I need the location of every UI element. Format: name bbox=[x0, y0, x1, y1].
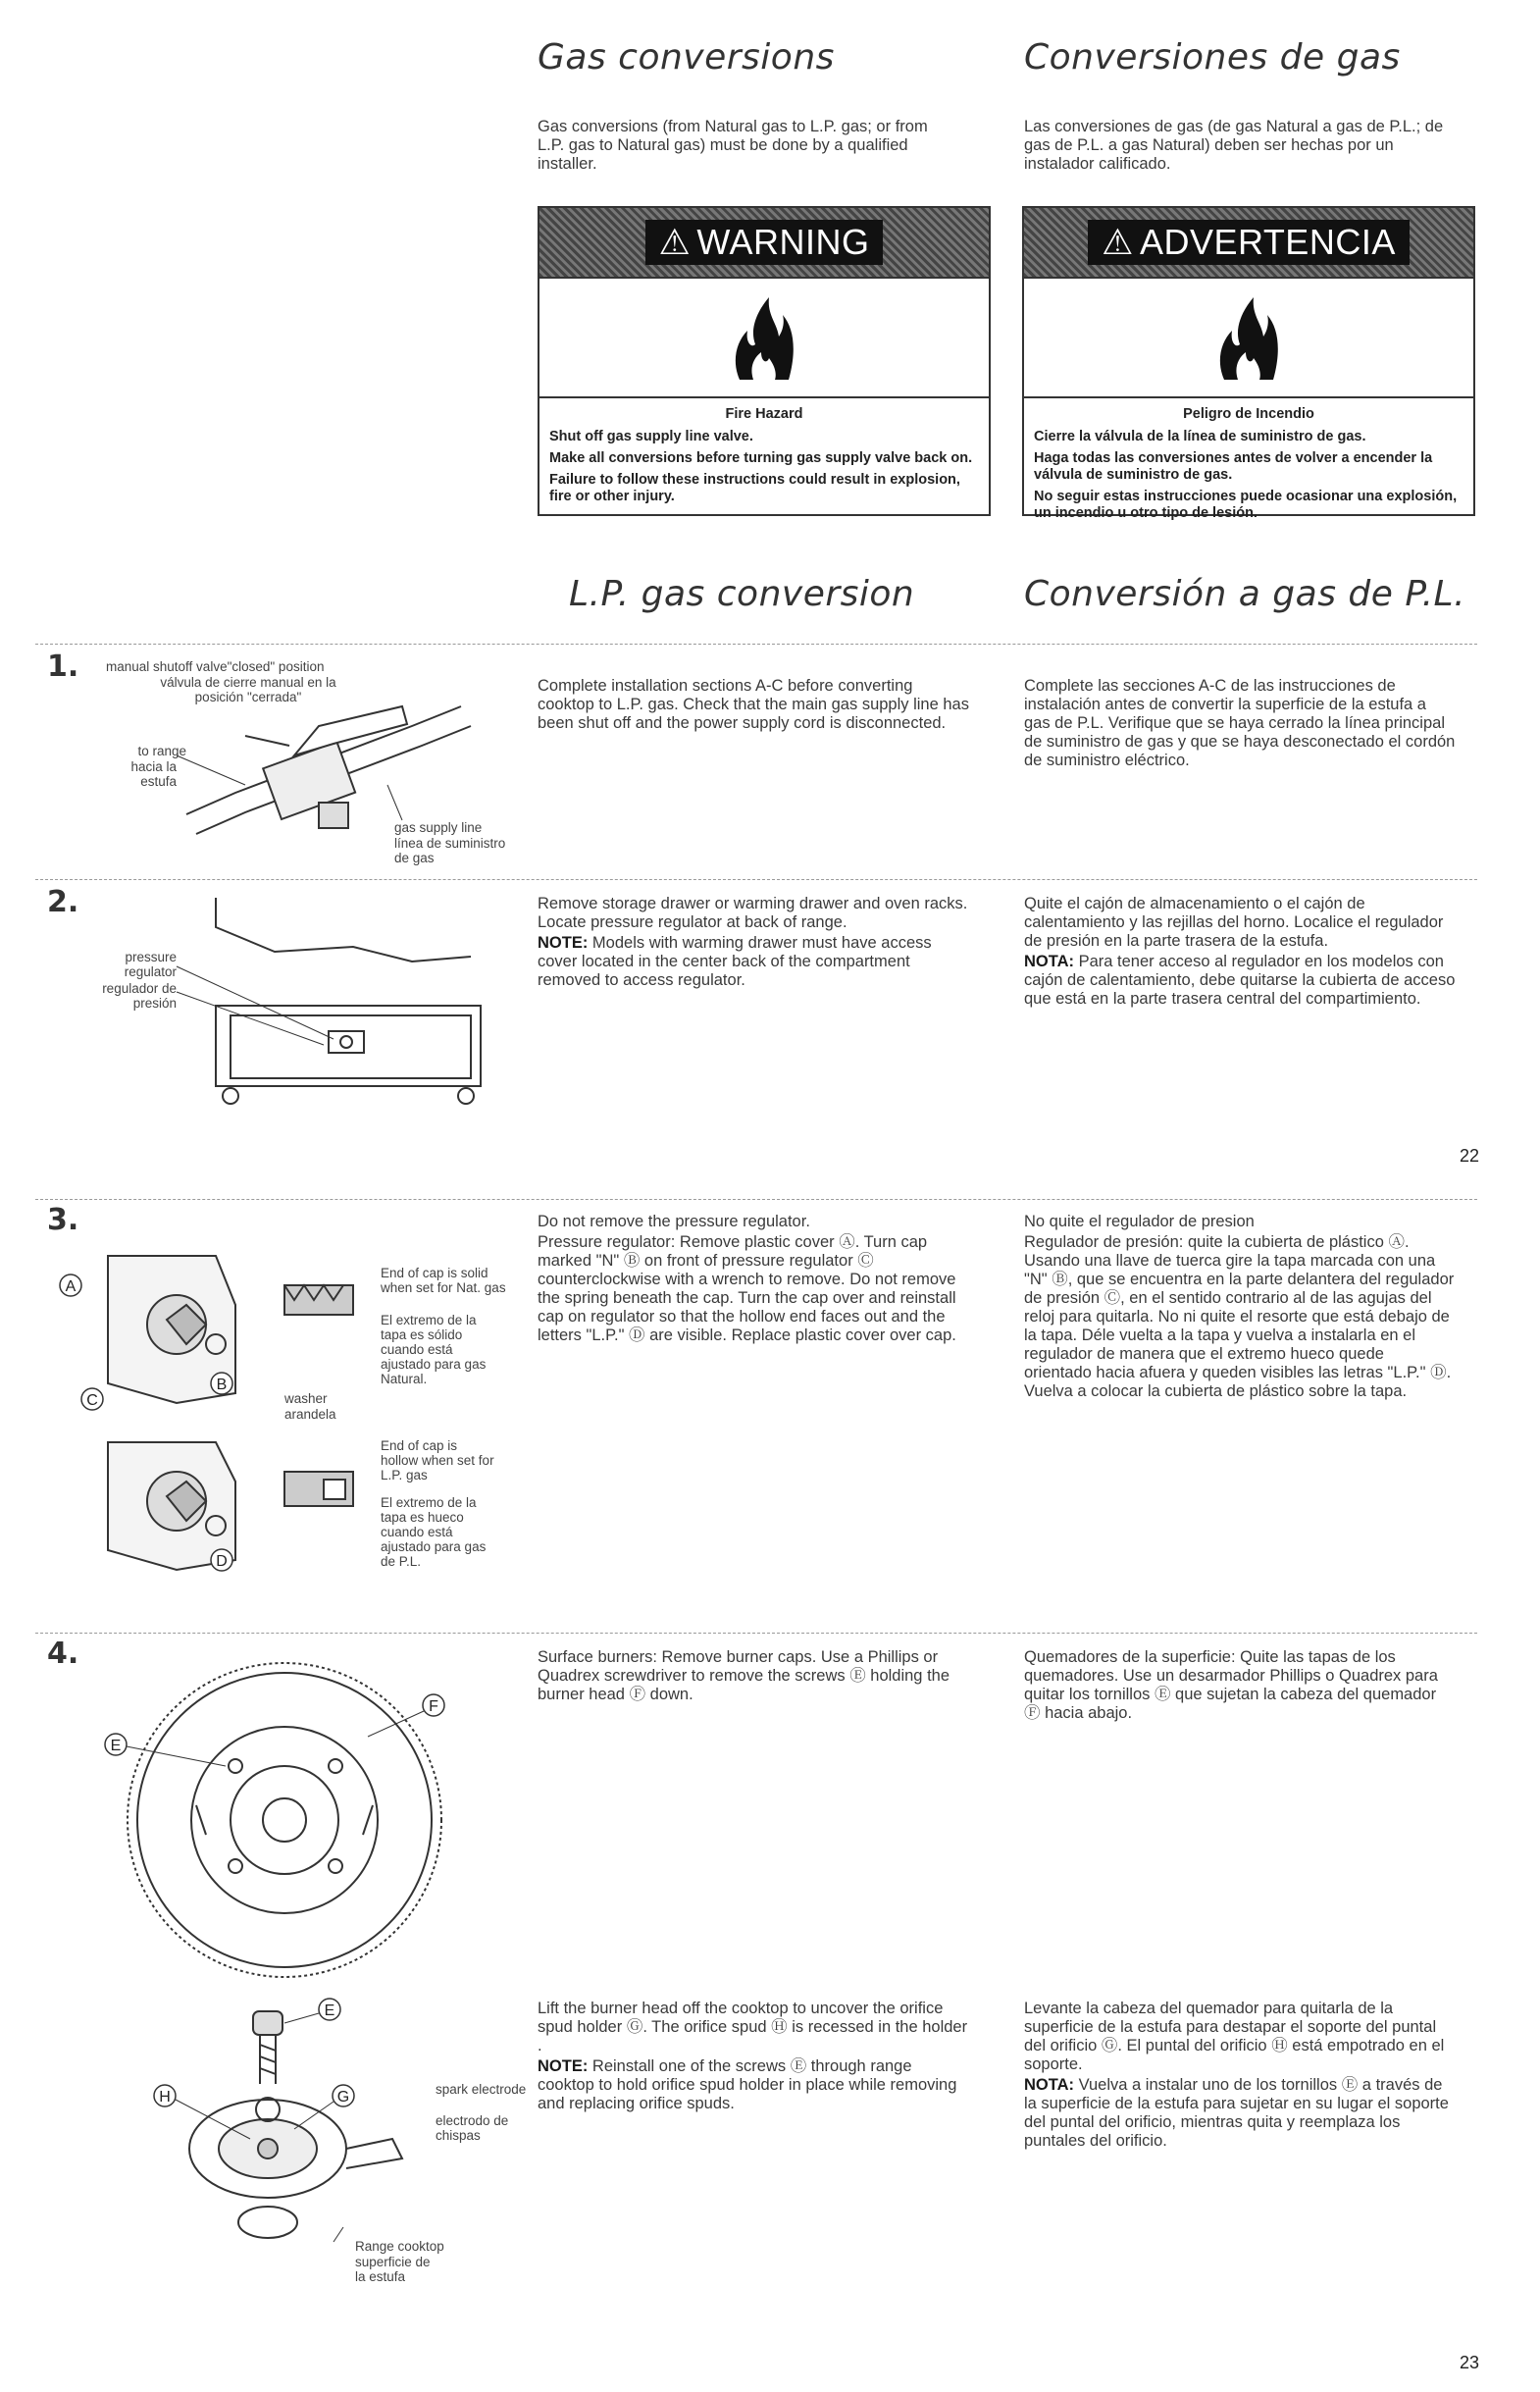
advertencia-line-1: Cierre la válvula de la línea de suministro de gas. bbox=[1034, 429, 1366, 444]
warning-box-en bbox=[538, 206, 991, 516]
warning-signal-word: WARNING bbox=[696, 222, 870, 262]
cap-lp-label-en: End of cap is hollow when set for L.P. gas bbox=[381, 1438, 494, 1482]
spark-electrode-label-es: electrodo de chispas bbox=[436, 2113, 509, 2143]
orifice-spud-illustration bbox=[137, 2002, 451, 2247]
divider bbox=[35, 1633, 1477, 1634]
cap-nat-label-es: El extremo de la tapa es sólido cuando está ajustado para gas Natural. bbox=[381, 1313, 487, 1386]
gas-line-label-es: línea de suministro de gas bbox=[394, 836, 506, 865]
step-2-text-es: Quite el cajón de almacenamiento o el cajón de calentamiento y las rejillas del horno. Localice el regulador de presión en la parte trasera de la estufa. bbox=[1024, 895, 1444, 950]
warning-signal-band bbox=[539, 208, 989, 279]
step-1-text-es: Complete las secciones A-C de las instrucciones de instalación antes de convertir la superficie de la estufa a gas de P.L. Verifique que se haya cerrado la línea principal de suministro de gas y que se haya desconectado el cordón de suministro eléctrico. bbox=[1024, 677, 1456, 769]
advertencia-line-2: Haga todas las conversiones antes de volver a encender la válvula de suministro de gas. bbox=[1034, 450, 1433, 483]
step-number-4: 4. bbox=[47, 1637, 79, 1671]
step-4b-text-es: Levante la cabeza del quemador para quitarla de la superficie de la estufa para destapar el soporte del puntal del orificio Ⓖ. El puntal del orificio Ⓗ está empotrado en el soporte. bbox=[1024, 2000, 1445, 2073]
callout-f: F bbox=[429, 1698, 438, 1715]
shutoff-valve-illustration bbox=[177, 687, 471, 844]
step-4a-text-en: Surface burners: Remove burner caps. Use a Phillips or Quadrex screwdriver to remove the screws Ⓔ holding the burner head Ⓕ down. bbox=[538, 1648, 950, 1703]
burner-head-illustration bbox=[88, 1658, 481, 1982]
washer-label-es: arandela bbox=[284, 1407, 336, 1422]
step-number-1: 1. bbox=[47, 650, 79, 684]
fire-icon bbox=[1214, 293, 1283, 382]
nota-label: NOTA: bbox=[1024, 2076, 1075, 2094]
range-drawer-illustration bbox=[177, 898, 500, 1109]
step-number-2: 2. bbox=[47, 885, 79, 919]
valve-label-es: válvula de cierre manual en la posición "cerrada" bbox=[160, 675, 336, 704]
warning-line-2: Make all conversions before turning gas supply valve back on. bbox=[549, 450, 973, 466]
spark-electrode-label-en: spark electrode bbox=[436, 2082, 527, 2097]
advertencia-signal-word: ADVERTENCIA bbox=[1139, 222, 1396, 262]
washer-label-en: washer bbox=[284, 1391, 328, 1406]
note-label: NOTE: bbox=[538, 2057, 589, 2075]
step-2-note-en: Models with warming drawer must have access cover located in the center back of the compartment removed to access regulator. bbox=[538, 934, 932, 989]
callout-e-lower: E bbox=[324, 2002, 335, 2019]
step-4b-note-en: Reinstall one of the screws Ⓔ through range cooktop to hold orifice spud holder in place while removing and replacing orifice spuds. bbox=[538, 2057, 957, 2112]
step-2-text-en: Remove storage drawer or warming drawer and oven racks. Locate pressure regulator at back of range. bbox=[538, 895, 968, 931]
step-1-text-en: Complete installation sections A-C before converting cooktop to L.P. gas. Check that the main gas supply line has been shut off and the power supply cord is disconnected. bbox=[538, 677, 969, 732]
nota-label: NOTA: bbox=[1024, 953, 1075, 970]
step-3-line-1-es: No quite el regulador de presion bbox=[1024, 1213, 1255, 1230]
step-3-line-1-en: Do not remove the pressure regulator. bbox=[538, 1213, 810, 1230]
divider bbox=[35, 1199, 1477, 1200]
heading-conversiones-de-gas: Conversiones de gas bbox=[1024, 37, 1401, 78]
page-number-23: 23 bbox=[1460, 2353, 1480, 2372]
intro-es: Las conversiones de gas (de gas Natural a gas de P.L.; de gas de P.L. a gas Natural) deben ser hechas por un instalador calificado. bbox=[1024, 118, 1444, 173]
cap-lp-label-es: El extremo de la tapa es hueco cuando está ajustado para gas de P.L. bbox=[381, 1495, 487, 1569]
intro-en: Gas conversions (from Natural gas to L.P. gas; or from L.P. gas to Natural gas) must be done by a qualified installer. bbox=[538, 118, 928, 173]
advertencia-hazard-title: Peligro de Incendio bbox=[1183, 406, 1314, 422]
to-range-label-en: to range bbox=[137, 744, 186, 758]
divider bbox=[35, 644, 1477, 645]
alert-triangle-icon: ⚠ bbox=[1102, 222, 1134, 262]
cap-nat-label-en: End of cap is solid when set for Nat. gas bbox=[381, 1266, 506, 1295]
warning-box-es bbox=[1022, 206, 1475, 521]
warning-line-3: Failure to follow these instructions could result in explosion, fire or other injury. bbox=[549, 472, 960, 504]
step-number-3: 3. bbox=[47, 1203, 79, 1237]
callout-e: E bbox=[110, 1738, 122, 1754]
callout-b: B bbox=[216, 1377, 228, 1393]
step-3-line-2-en: Pressure regulator: Remove plastic cover Ⓐ. Turn cap marked "N" Ⓑ on front of pressure regulator Ⓒ counterclockwise with a wrench to remove. Do not remove the spring beneath the cap. Turn the cap over and reinstall cap on regulator so that the hollow end faces out and the letters "L.P." Ⓓ are visible. Replace plastic cover over cap. bbox=[538, 1233, 956, 1344]
heading-lp-gas-conversion: L.P. gas conversion bbox=[569, 574, 915, 614]
fire-icon bbox=[730, 293, 798, 382]
heading-gas-conversions: Gas conversions bbox=[538, 37, 835, 78]
step-2-note-es: Para tener acceso al regulador en los modelos con cajón de calentamiento, debe quitarse la cubierta de acceso que está en la parte trasera central del compartimiento. bbox=[1024, 953, 1456, 1008]
warning-hazard-title: Fire Hazard bbox=[725, 406, 803, 422]
range-cooktop-label-es: superficie de la estufa bbox=[355, 2255, 431, 2284]
valve-label-en: manual shutoff valve"closed" position bbox=[106, 659, 325, 674]
callout-g: G bbox=[336, 2089, 350, 2106]
callout-c: C bbox=[86, 1392, 98, 1409]
step-4b-note-es: Vuelva a instalar uno de los tornillos Ⓔ a través de la superficie de la estufa para sujetar en su lugar el soporte del puntal del orificio, mientras quita y reemplaza los puntales del orificio. bbox=[1024, 2076, 1449, 2150]
callout-d: D bbox=[216, 1553, 228, 1570]
regulator-label-es: regulador de presión bbox=[102, 981, 177, 1011]
heading-conversion-gas-pl: Conversión a gas de P.L. bbox=[1024, 574, 1466, 614]
callout-h: H bbox=[159, 2089, 171, 2106]
gas-line-label-en: gas supply line bbox=[394, 820, 483, 835]
to-range-label-es: hacia la estufa bbox=[130, 759, 177, 789]
step-4a-text-es: Quemadores de la superficie: Quite las tapas de los quemadores. Use un desarmador Phillips o Quadrex para quitar los tornillos Ⓔ que sujetan la cabeza del quemador Ⓕ hacia abajo. bbox=[1024, 1648, 1438, 1722]
advertencia-line-3: No seguir estas instrucciones puede ocasionar una explosión, un incendio u otro tipo de lesión. bbox=[1034, 489, 1458, 521]
divider bbox=[35, 879, 1477, 880]
range-cooktop-label-en: Range cooktop bbox=[355, 2239, 444, 2254]
callout-a: A bbox=[65, 1278, 77, 1295]
step-4b-text-en: Lift the burner head off the cooktop to uncover the orifice spud holder Ⓖ. The orifice spud Ⓗ is recessed in the holder . bbox=[538, 2000, 968, 2054]
step-3-line-2-es: Regulador de presión: quite la cubierta de plástico Ⓐ. Usando una llave de tuerca gire la tapa marcada con una "N" Ⓑ, que se encuentra en la parte delantera del regulador de presión Ⓒ, en el sentido contrario al de las agujas del reloj para quitarla. No ni quite el resorte que está debajo de la tapa. Déle vuelta a la tapa y vuelva a instalarla en el regulador de manera que el extremo hueco quede orientado hacia afuera y queden visibles las letras "L.P." Ⓓ. Vuelva a colocar la cubierta de plástico sobre la tapa. bbox=[1024, 1233, 1455, 1400]
advertencia-signal-band bbox=[1024, 208, 1473, 279]
alert-triangle-icon: ⚠ bbox=[658, 222, 692, 262]
regulator-label-en: pressure regulator bbox=[124, 950, 177, 979]
note-label: NOTE: bbox=[538, 934, 589, 952]
warning-line-1: Shut off gas supply line valve. bbox=[549, 429, 753, 444]
page-number-22: 22 bbox=[1460, 1146, 1480, 1166]
